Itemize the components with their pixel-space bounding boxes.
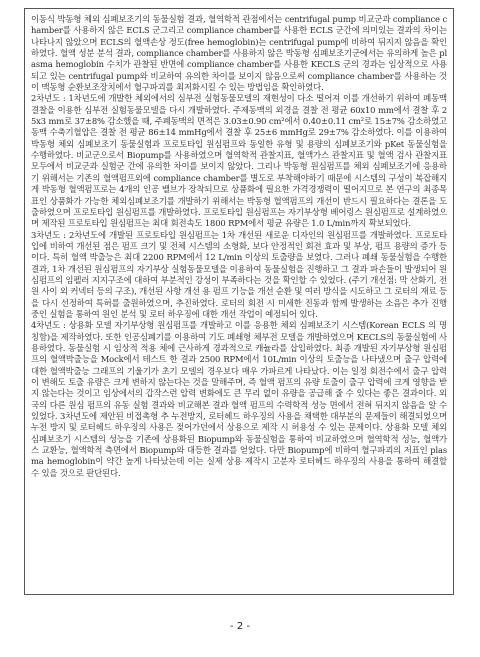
paragraph-year4: 4차년도 : 상용화 모델 자기부상형 원심펌프를 개발하고 이를 응용한 체외 심폐보조기 시스템(Korean ECLS 의 명칭함)을 제작하였다. 또한 인공심폐기를 이용하여 기도 폐쇄형 체부전 모델을 개발하였으며 KECLS의 동물실험에 사용하였다. 동물실험 시 임상적 적용 체에 근사하게 경과적으로 캐뉼라를 삽입하였다. 최종 개발된 자기부상형 원심펌프의 혈액박출능을 Mock에서 테스트 한 결과 2500 RPM에서 10L/min 이상의 토출능을 나타냈으며 출구 압력에 대한 혈액박출능 그래프의 기울기가 초기 모델의 경우보다 매우 가파르게 나타났다. 이는 일정 회전수에서 출구 압력이 변해도 토출 유량은 크게 변하지 않는다는 것을 말해주며, 즉 혈액 펌프의 유량 토출이 출구 압력에 크게 영향을 받지 않는다는 것이고 임상에서의 갑작스런 압력 변화에도 큰 무리 없이 유량을 공급해 줄 수 있다는 좋은 결과이다. 외국의 다른 원심 펌프의 유동 실험 결과와 비교해본 결과 혈액 펌프의 수력학적 성능 면에서 전혀 뒤지지 않음을 알 수 있었다. 3차년도에 제안된 비접촉형 추 누전방지, 로터헤드 하우징의 사용을 채택한 대부분의 문제들이 해결되었으며 누전 방지 및 로터헤드 하우징의 사용은 젖어가던에서 상용으로 제작 시 허용성 수 있는 문제이다. 상용화 모델 체외 심폐보조기 시스템의 성능을 기존에 상용화된 Biopump와 동물실험을 통하여 비교하였으며 혈역학적 성능, 혈액가스 교환능, 혈액학적 측면에서 Biopump와 대등한 결과를 얻었다. 다만 Biopump에 비하여 혈구파괴의 저표인 plasma hemoglobin이 약간 높게 나타났는데 이는 실제 상용 제작시 고분자 로터헤드 하우징의 사용을 통하여 해결할 수 있을 것으로 판단된다. (31, 320, 447, 478)
paragraph-year3: 3차년도 : 2차년도에 개발된 프로토타입 원심펌프는 1차 개선된 새로운 디자인의 원심펌프를 개발하였다. 프로토타입에 비하여 개선된 점은 펌프 크기 및 전체 시스템의 소형화, 보다 안정적인 회전 효과 및 부상, 펌프 용량의 증가 등이다. 특히 혈액 박출능은 최대 2200 RPM에서 12 L/min 이상의 토출량을 보였다. 그러나 폐쇄 동물실험을 수행한 결과, 1차 개선된 원심펌프의 자기부상 실험동물모델을 이용하여 동물실험을 진행하고 그 결과 파손들이 발생되어 원심펌프의 임펠러 지지구조에 대하여 부분적인 강성이 부족하다는 것을 확인할 수 있었다. (주기 개선점: 막 산화기, 전원 사이 외 커넥터 등의 구조), 개선된 사항 개선 용 펌프 기능을 개선 순환 및 여러 방식을 시도하고 그 로터의 재료 등을 다시 선정하여 특허를 출원하였으며, 추진하였다. 로터의 회전 시 미세한 진동과 함께 발생하는 소음은 추가 진행 중인 실험을 통하여 원인 분석 및 로터 하우징에 대한 개선 작업이 예정되어 있다. (31, 229, 447, 319)
document-body (24, 8, 454, 595)
paragraph-year1-results: 이동식 박동형 체외 심폐보조기의 동물실험 결과, 혈역학적 관점에서는 centrifugal pump 비교군과 compliance chamber를 사용하지 않은 ECLS 군그리고 compliance chamber를 사용한 ECLS 군간에 의미있는 결과의 차이는 나타나지 않았으며 ECLS의 혈액손상 정도(free hemoglobin)는 centrifugal pump에 비하여 뒤지지 않음을 확인하였다. 혈액 성분 분석 결과, compliance chamber를 사용하지 않은 박동형 심폐보조기군에서는 유의하게 높은 plasma hemoglobin 수치가 관찰된 반면에 compliance chamber를 사용한 KECLS 군의 경과는 임상적으로 사용되고 있는 centrifugal pump와 비교하여 유의한 차이를 보이지 않음으로써 compliance chamber를 사용하는 것이 맥동형 순환보조장치에서 혈구파괴를 최저화시킬 수 있는 방법임을 확인하였다. (31, 14, 447, 93)
page-number: - 2 - (230, 621, 250, 632)
paragraph-year2: 2차년도 : 1차년도에 개발한 체외에서의 심부전 실험동물모델의 재현성이 다소 떨어져 이를 개선하기 위하여 폐동맥 결찰을 이용한 심부전 실험동물모델을 다시 개발하였다. 주제동맥의 외경을 결찰 전 평균 60x10 mm에서 결찰 후 25x3 mm로 37±8% 감소했을 때, 주폐동맥의 면적은 3.03±0.90 cm²에서 0.40±0.11 cm²로 15±7% 감소하였고 동맥 수축기혈압은 결찰 전 평균 86±14 mmHg에서 결찰 후 25±6 mmHg로 29±7% 감소하였다. 이를 이용하여 박동형 체외 심폐보조기 동물실험과 프로토타입 원심펌프와 동일한 유형 및 용량의 심폐보조기와 pKet 동물실험을 수행하였다. 비교군으로서 Biopump를 사용하였으며 혈역학적 관찰지표, 혈액가스 관찰지표 및 혈액 검사 관찰지표 모두에서 비교군과 실험군 간에 유의한 차이를 보이지 않았다. 그리나 박동형 원심펌프를 체외 심폐보조기에 응용하기 위해서는 기존의 혈액펌프외에 compliance chamber를 별도로 부착해야하기 때문에 시스템의 구성이 복잡해지게 박동형 혈액펌프로는 4개의 인공 밸브가 장착되므로 상품화에 필요한 가격경쟁력이 떨어지므로 본 연구의 최종목표인 상품화가 가능한 체외심폐보조기를 개발하기 위해서는 박동형 혈액펌프의 개선이 반드시 필요하다는 결론을 도출하였으며 프로토타입 원심펌프를 개발하였다. 프로토타입 원심펌프는 자기부상형 베어링스 원심펌프로 설계하였으며 제작된 프로토타입 원심펌프는 최대 회전속도 1800 RPM에서 평균 유량은 1.0 L/min까지 확보되었다. (31, 93, 447, 229)
